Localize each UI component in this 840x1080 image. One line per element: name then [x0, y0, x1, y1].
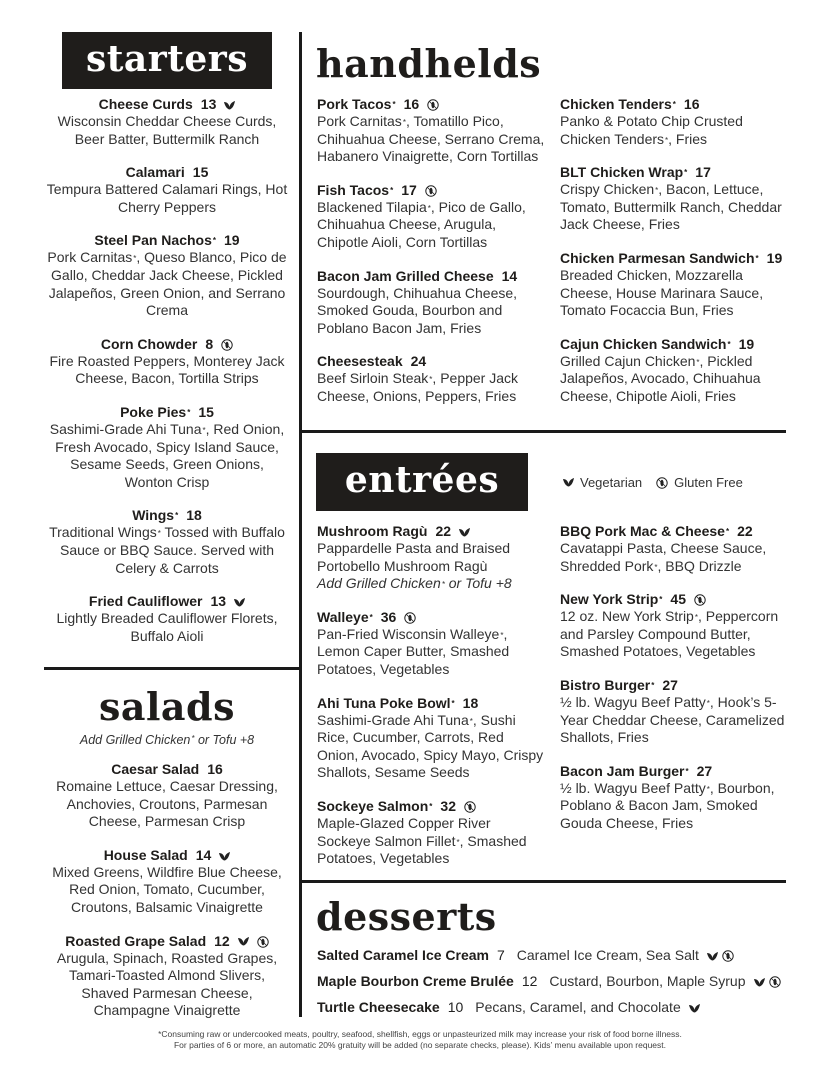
raw-food-asterisk: *: [402, 118, 406, 127]
menu-item: [46, 231, 288, 319]
item-heading: [46, 95, 288, 113]
vegetarian-leaf-icon: [238, 937, 249, 946]
item-price: 27: [662, 676, 678, 693]
salads-title: salads: [98, 684, 236, 729]
left-divider-starters-salads: [44, 667, 301, 670]
item-name: Bistro Burger: [560, 676, 651, 693]
starters-title-box: [62, 32, 272, 89]
item-price: 19: [224, 232, 240, 249]
item-description: Maple-Glazed Copper River Sockeye Salmon Fillet*, Smashed Potatoes, Vegetables: [317, 814, 527, 867]
gluten-free-icon: [257, 936, 269, 948]
item-description: Cavatappi Pasta, Cheese Sauce, Shredded Pork*, BBQ Drizzle: [560, 540, 767, 574]
raw-food-asterisk: *: [694, 613, 698, 623]
raw-food-asterisk: *: [706, 784, 710, 794]
item-name: Steel Pan Nachos: [94, 232, 212, 249]
item-name: Bacon Jam Burger: [560, 762, 685, 779]
raw-food-asterisk: *: [727, 339, 731, 349]
item-name: Fried Cauliflower: [88, 593, 203, 610]
starters-list: [46, 95, 288, 660]
item-name: Fish Tacos: [317, 181, 390, 198]
menu-item: [46, 95, 288, 148]
dessert-item: [317, 946, 734, 964]
divider-handhelds-entrees: [299, 430, 786, 433]
item-description: Grilled Cajun Chicken*, Pickled Jalapeños, Avocado, Chihuahua Cheese, Chipotle Aioli, Fries: [560, 352, 761, 404]
item-name: Roasted Grape Salad: [65, 932, 207, 949]
item-description: Pappardelle Pasta and Braised Portobello Mushroom Ragù: [317, 540, 511, 574]
item-description: Blackened Tilapia*, Pico de Gallo, Chihuahua Cheese, Arugula, Chipotle Aioli, Corn Tortillas: [317, 198, 526, 250]
vegetarian-leaf-icon: [707, 952, 718, 961]
menu-item: [317, 352, 547, 405]
raw-food-asterisk: *: [456, 837, 460, 847]
item-heading: [317, 181, 547, 199]
vegetarian-leaf-icon: [234, 598, 245, 607]
item-name: Wings: [132, 507, 175, 524]
raw-food-asterisk: *: [369, 612, 373, 622]
item-name: Calamari: [125, 164, 185, 181]
item-name: Ahi Tuna Poke Bowl: [317, 694, 451, 711]
item-price: 17: [401, 181, 417, 198]
handhelds-title: handhelds: [316, 41, 542, 86]
vegetarian-leaf-icon: [754, 978, 765, 987]
item-name: Chicken Parmesan Sandwich: [560, 249, 755, 266]
item-name: Bacon Jam Grilled Cheese: [317, 267, 494, 284]
menu-item: [560, 762, 792, 833]
item-price: 36: [380, 608, 397, 625]
item-price: 32: [440, 797, 456, 814]
item-heading: [560, 522, 792, 540]
item-description: Sashimi-Grade Ahi Tuna*, Sushi Rice, Cucumber, Carrots, Red Onion, Avocado, Spicy Mayo, Crispy Shallots, Sesame Seeds: [317, 711, 544, 781]
raw-food-asterisk: *: [212, 236, 217, 246]
menu-item: [317, 694, 547, 782]
item-heading: [317, 797, 547, 815]
dessert-description: Custard, Bourbon, Maple Syrup: [549, 973, 746, 989]
item-heading: [46, 403, 288, 421]
raw-food-asterisk: *: [441, 580, 445, 590]
item-price: 14: [195, 846, 212, 863]
item-price: 19: [738, 335, 755, 352]
item-price: 15: [192, 164, 209, 181]
item-name: House Salad: [103, 846, 188, 863]
item-heading: [560, 163, 792, 181]
raw-food-asterisk: *: [725, 527, 730, 536]
dessert-price: 7: [496, 947, 505, 963]
menu-item: [560, 163, 792, 234]
item-price: 13: [200, 96, 217, 112]
item-description: Traditional Wings* Tossed with Buffalo Sauce or BBQ Sauce. Served with Celery & Carrots: [49, 524, 285, 576]
raw-food-asterisk: *: [157, 529, 161, 539]
menu-item: [317, 522, 547, 593]
item-description: Pork Carnitas*, Tomatillo Pico, Chihuahua Cheese, Serrano Crema, Habanero Vinaigrette, Corn Tortillas: [317, 113, 545, 165]
raw-food-asterisk: *: [651, 680, 655, 690]
gluten-free-icon: [769, 976, 781, 988]
item-price: 14: [501, 267, 518, 284]
menu-item: [46, 163, 288, 216]
item-name: New York Strip: [560, 591, 659, 608]
raw-food-asterisk: *: [133, 254, 137, 264]
item-heading: [560, 95, 792, 113]
salads-note: Add Grilled Chicken* or Tofu +8: [79, 733, 255, 747]
gluten-free-icon: [722, 950, 734, 962]
item-heading: [46, 760, 288, 778]
item-add-on-note: Add Grilled Chicken* or Tofu +8: [317, 575, 512, 592]
entrees-col-a: [317, 522, 547, 883]
item-description: Wisconsin Cheddar Cheese Curds, Beer Batter, Buttermilk Ranch: [57, 113, 277, 147]
vegetarian-leaf-icon: [459, 528, 470, 537]
item-price: 22: [435, 523, 452, 539]
handhelds-col-b: [560, 95, 792, 421]
raw-food-asterisk: *: [202, 425, 206, 435]
menu-item: [317, 608, 547, 679]
raw-food-asterisk: *: [191, 734, 195, 743]
item-heading: [46, 335, 288, 353]
raw-food-asterisk: *: [429, 375, 433, 385]
item-heading: [317, 95, 547, 113]
raw-food-asterisk: *: [469, 716, 473, 726]
dessert-name: Turtle Cheesecake: [317, 999, 440, 1015]
item-description: Lightly Breaded Cauliflower Florets, Buffalo Aioli: [56, 610, 278, 644]
item-price: 27: [696, 762, 713, 779]
starters-title: starters: [86, 37, 248, 80]
item-price: 16: [403, 96, 420, 112]
item-heading: [560, 335, 792, 353]
menu-item: [560, 676, 792, 747]
menu-item: [46, 335, 288, 388]
menu-item: [560, 590, 792, 661]
item-description: Beef Sirloin Steak*, Pepper Jack Cheese, Onions, Peppers, Fries: [317, 370, 519, 404]
raw-food-asterisk: *: [654, 562, 658, 572]
desserts-title: desserts: [316, 894, 497, 939]
item-heading: [317, 352, 547, 370]
item-description: Arugula, Spinach, Roasted Grapes, Tamari-Toasted Almond Slivers, Shaved Parmesan Cheese, Champagne Vinaigrette: [56, 949, 278, 1019]
entrees-title: entrées: [344, 459, 500, 501]
dessert-name: Maple Bourbon Creme Brulée: [317, 973, 514, 989]
dessert-name: Salted Caramel Ice Cream: [317, 947, 489, 963]
item-name: Pork Tacos: [317, 96, 392, 112]
item-description: Mixed Greens, Wildfire Blue Cheese, Red Onion, Tomato, Cucumber, Croutons, Balsamic Vinaigrette: [52, 863, 282, 915]
legend-vegetarian-label: Vegetarian: [580, 475, 643, 490]
dessert-item: [317, 998, 700, 1016]
raw-food-asterisk: *: [706, 698, 710, 708]
raw-food-asterisk: *: [685, 766, 689, 776]
item-description: ½ lb. Wagyu Beef Patty*, Hook’s 5-Year Cheddar Cheese, Caramelized Shallots, Fries: [560, 693, 785, 746]
item-name: Cajun Chicken Sandwich: [560, 335, 727, 352]
item-description: Breaded Chicken, Mozzarella Cheese, House Marinara Sauce, Tomato Focaccia Bun, Fries: [560, 266, 764, 319]
gluten-free-icon: [221, 339, 233, 351]
item-name: Poke Pies: [120, 403, 187, 420]
gluten-free-icon: [656, 477, 668, 489]
raw-food-asterisk: *: [659, 595, 663, 605]
item-heading: [560, 590, 792, 608]
gluten-free-icon: [404, 612, 416, 624]
gluten-free-icon: [464, 801, 476, 813]
menu-item: [46, 592, 288, 645]
menu-item: [46, 932, 288, 1020]
menu-item: [46, 846, 288, 917]
item-heading: [46, 163, 288, 181]
raw-food-asterisk: *: [390, 185, 394, 195]
item-price: 15: [198, 403, 214, 420]
dietary-legend: [563, 475, 743, 490]
item-name: Sockeye Salmon: [317, 797, 429, 814]
entrees-col-b: [560, 522, 792, 848]
raw-food-asterisk: *: [175, 511, 179, 521]
raw-food-asterisk: *: [451, 698, 455, 708]
item-price: 16: [683, 96, 700, 112]
raw-food-asterisk: *: [755, 253, 759, 263]
item-heading: [46, 846, 288, 864]
raw-food-asterisk: *: [655, 186, 659, 196]
menu-item: [560, 95, 792, 148]
item-price: 22: [737, 523, 753, 539]
item-description: Tempura Battered Calamari Rings, Hot Cherry Peppers: [46, 181, 288, 215]
item-description: Pan-Fried Wisconsin Walleye*, Lemon Caper Butter, Smashed Potatoes, Vegetables: [317, 625, 510, 677]
item-name: BBQ Pork Mac & Cheese: [560, 523, 725, 539]
menu-item: [317, 95, 547, 166]
item-name: Corn Chowder: [100, 335, 198, 352]
item-description: Panko & Potato Chip Crusted Chicken Tenders*, Fries: [560, 113, 743, 147]
raw-food-asterisk: *: [672, 100, 676, 109]
item-description: Pork Carnitas*, Queso Blanco, Pico de Gallo, Cheddar Jack Cheese, Pickled Jalapeños, Green Onion, and Serrano Crema: [47, 249, 287, 319]
salads-list: [46, 760, 288, 1035]
item-heading: [317, 694, 547, 712]
item-description: Sourdough, Chihuahua Cheese, Smoked Gouda, Bourbon and Poblano Bacon Jam, Fries: [317, 284, 518, 336]
item-description: ½ lb. Wagyu Beef Patty*, Bourbon, Poblano & Bacon Jam, Smoked Gouda Cheese, Fries: [560, 779, 775, 831]
raw-food-asterisk: *: [684, 168, 688, 178]
menu-item: [46, 506, 288, 577]
entrees-title-box: [316, 453, 528, 511]
dessert-price: 10: [447, 999, 464, 1015]
item-heading: [560, 249, 792, 267]
item-price: 18: [462, 694, 479, 711]
footer-line-2: For parties of 6 or more, an automatic 20% gratuity will be added (no separate checks, please). Kids’ menu available upon request.: [173, 1040, 666, 1050]
item-heading: [317, 267, 547, 285]
gluten-free-icon: [427, 99, 439, 111]
item-heading: [46, 231, 288, 249]
menu-item: [560, 249, 792, 320]
item-heading: [317, 522, 547, 540]
item-description: Romaine Lettuce, Caesar Dressing, Anchovies, Croutons, Parmesan Cheese, Parmesan Crisp: [56, 778, 278, 830]
menu-item: [46, 403, 288, 491]
item-heading: [560, 762, 792, 780]
item-price: 45: [670, 591, 686, 608]
raw-food-asterisk: *: [427, 203, 431, 213]
item-description: Sashimi-Grade Ahi Tuna*, Red Onion, Fresh Avocado, Spicy Island Sauce, Sesame Seeds, Green Onions, Wonton Crisp: [49, 420, 285, 490]
item-price: 18: [186, 507, 202, 524]
menu-item: [46, 760, 288, 831]
menu-item: [317, 181, 547, 252]
dessert-item: [317, 972, 781, 990]
item-price: 13: [210, 593, 227, 610]
vegetarian-leaf-icon: [219, 852, 230, 861]
vegetarian-leaf-icon: [563, 478, 574, 487]
item-heading: [317, 608, 547, 626]
item-description: Crispy Chicken*, Bacon, Lettuce, Tomato, Buttermilk Ranch, Cheddar Jack Cheese, Fries: [560, 181, 782, 233]
item-name: Caesar Salad: [111, 761, 200, 777]
item-heading: [46, 932, 288, 950]
raw-food-asterisk: *: [696, 357, 700, 367]
raw-food-asterisk: *: [429, 801, 433, 811]
menu-item: [317, 267, 547, 338]
footer-line-1: *Consuming raw or undercooked meats, poultry, seafood, shellfish, eggs or unpasteurized milk may increase your risk of food borne illness.: [158, 1029, 682, 1039]
item-description: Fire Roasted Peppers, Monterey Jack Cheese, Bacon, Tortilla Strips: [49, 352, 285, 387]
item-price: 19: [766, 249, 783, 266]
item-name: Chicken Tenders: [560, 96, 672, 112]
item-name: BLT Chicken Wrap: [560, 164, 684, 181]
center-divider: [299, 32, 302, 1017]
item-price: 17: [695, 164, 711, 181]
item-name: Mushroom Ragù: [317, 523, 428, 539]
dessert-description: Caramel Ice Cream, Sea Salt: [516, 947, 699, 963]
item-price: 12: [214, 932, 230, 949]
legend-gluten-free-label: Gluten Free: [674, 475, 743, 490]
gluten-free-icon: [694, 594, 706, 606]
raw-food-asterisk: *: [187, 407, 191, 417]
item-price: 24: [410, 353, 427, 370]
raw-food-asterisk: *: [665, 135, 669, 145]
footer-disclaimer: [0, 1029, 840, 1051]
vegetarian-leaf-icon: [689, 1004, 700, 1013]
item-description: 12 oz. New York Strip*, Peppercorn and Parsley Compound Butter, Smashed Potatoes, Vegetables: [560, 608, 779, 660]
item-heading: [46, 592, 288, 610]
item-price: 8: [205, 335, 214, 352]
item-name: Cheese Curds: [98, 96, 193, 112]
raw-food-asterisk: *: [500, 630, 504, 640]
menu-item: [317, 797, 547, 868]
item-price: 16: [207, 761, 223, 777]
gluten-free-icon: [425, 185, 437, 197]
menu-item: [560, 522, 792, 575]
item-heading: [46, 506, 288, 524]
vegetarian-leaf-icon: [224, 101, 235, 110]
dessert-price: 12: [521, 973, 538, 989]
menu-item: [560, 335, 792, 406]
item-heading: [560, 676, 792, 694]
handhelds-col-a: [317, 95, 547, 421]
item-name: Walleye: [317, 608, 369, 625]
dessert-description: Pecans, Caramel, and Chocolate: [475, 999, 681, 1015]
raw-food-asterisk: *: [392, 100, 396, 109]
item-name: Cheesesteak: [317, 353, 403, 370]
